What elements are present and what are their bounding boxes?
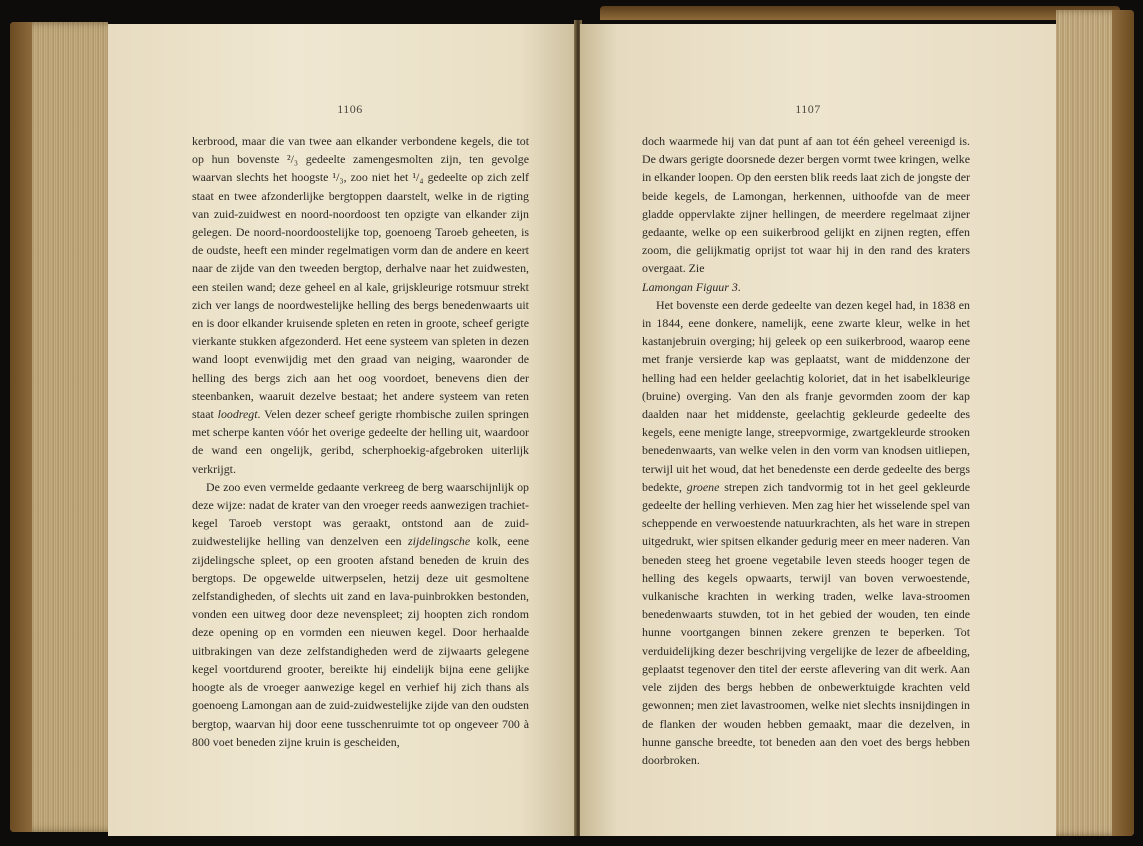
paragraph: [642, 296, 970, 769]
italic-term: groene: [686, 479, 720, 494]
right-page-text: [642, 132, 970, 769]
text-run: . Velen dezer scheef gerigte rhombische zuilen springen met scherpe kanten vóór het overige gedeelte der helling uit, waardoor de wand een ongelijk, geribd, scherphoekig-afgebroken uiterlijk verkrijgt.: [192, 407, 529, 476]
italic-term: loodregt: [217, 407, 258, 422]
italic-term: zijdelingsche: [408, 534, 471, 549]
left-page-text: [192, 132, 529, 751]
right-page-stack: [1056, 10, 1134, 836]
figure-reference: Lamongan Figuur 3: [642, 279, 738, 294]
text-run: strepen zich tandvormig tot in het geel gekleurde gedeelte der helling verhieven. Men zag hier het wisselende spel van scheppende en verwoestende natuurkrachten, als het ware in strepen uitgedrukt, wier spitsen elkander gedurig meer en meer naderen. Van beneden steeg het groene vegetabile leven steeds hooger tegen de helling des kegels opwaarts, terwijl van boven verwoestende, vulkanische krachten in werking traden, welke lava-stroomen benedenwaarts stuwden, tot in het gebied der wouden, ten einde hunne voortgangen binnen zekere grenzen te beperken. Tot verduidelijking dezer beschrijving vergelijke de lezer de afbeelding, geplaatst tegenover den titel der eerste aflevering van dit werk. Aan vele zijden des bergs hebben de onbewerktuigde krachten veld gewonnen; men ziet lavastroomen, welke niet slechts insnijdingen in de flanken der wouden hebben gemaakt, maar die dezelven, in hunne gansche breedte, tot beneden aan den voet des bergs hebben doorbroken.: [642, 479, 971, 767]
text-run: kerbrood, maar die van twee aan elkander verbondene kegels, die tot op hun bovenste ²/₃ gedeelte zamengesmolten zijn, ten gevolge waarvan slechts het hoogste ¹/₃, zoo niet het ¹/₄ gedeelte op zich zelf staat en twee afzonderlijke bergtoppen daarstelt, welke in de rigting van zuid-zuidwest en noord-noordoost ten opzigte van elkander zijn gelegen. De noord-noordoostelijke top, goenoeng Taroeb geheeten, is de oudste, heeft een minder regelmatigen vorm dan de andere en keert naar de zijde van den tweeden bergtop, derhalve naar het zuidwesten, een steilen wand; deze geheel en al kale, grijskleurige rotsmuur strekt zich ver langs de noordwestelijke helling des bergs benedenwaarts uit en is door elkander kruisende spleten en reten in groote, scheef gerigte vierkante stukken afgezonderd. Het eene systeem van spleten in dezen wand loopt evenwijdig met den graad van neiging, waaronder de helling des bergs zich aan het oog voordoet, benevens dien der steenbanken, waaruit dezelve bestaat; het andere systeem van reten staat: [192, 134, 529, 422]
page-number-left: 1106: [337, 102, 363, 116]
paragraph: [642, 132, 970, 296]
book-cover-top: [600, 6, 1120, 20]
paragraph: [192, 478, 529, 751]
left-page: [108, 24, 576, 836]
right-page: [580, 24, 1056, 836]
text-run: Het bovenste een derde gedeelte van dezen kegel had, in 1838 en in 1844, eene donkere, namelijk, eene zwarte kleur, welke in het kastanjebruin overging; hij geleek op een suikerbrood, waarop eene met franje versierde kap was geplaatst, want de middenzone der helling had een helder geelachtig koloriet, dat in het isabelkleurige (bruine) overging. Van den als franje gevormden zoom der kap daalden naar het middenste, geelachtig gekleurde gedeelte des kegels, eene menigte lange, streepvormige, zwartgekleurde strooken benedenwaarts, van welke velen in den vorm van knodsen uitliepen, terwijl uit het woud, dat het benedenste een derde gedeelte des bergs bedekte,: [642, 297, 970, 494]
paragraph: [192, 132, 529, 478]
left-page-stack: [10, 22, 108, 832]
text-run: De zoo even vermelde gedaante verkreeg de berg waarschijnlijk op deze wijze: nadat de krater van den vroeger reeds aanwezigen trachiet-kegel Taroeb verstopt was geraakt, ontstond aan de zuid-zuidwestelijke helling van denzelven een: [192, 479, 529, 549]
text-run: kolk, eene zijdelingsche spleet, op een grooten afstand beneden de kruin des bergtops. De opgewelde uitwerpselen, hetzij deze uit gesmoltene zelfstandigheden, of slechts uit zand en lava-puinbrokken bestonden, vonden een uitweg door deze nevenspleet; zij hoopten zich rondom deze opening op en vormden een nieuwen kegel. Door herhaalde uitbrakingen van deze zelfstandigheden werd de zijwaarts gelegene kegel voortdurend grooter, bereikte hij eindelijk bijna eene gelijke hoogte als de vroeger aanwezige kegel en verhief hij zich thans als goenoeng Lamongan aan de zuid-zuidwestelijke zijde van den oudsten bergtop, waarvan hij door eene tusschenruimte tot op ongeveer 700 à 800 voet beneden zijne kruin is gescheiden,: [192, 534, 529, 749]
page-number-right: 1107: [795, 102, 821, 116]
text-run: .: [737, 279, 741, 294]
text-run: doch waarmede hij van dat punt af aan tot één geheel vereenigd is. De dwars gerigte doorsnede dezer bergen vormt twee kringen, welke in elkander loopen. Op den eersten blik reeds laat zich de jongste der beide kegels, de Lamongan, herkennen, uithoofde van de meer gladde oppervlakte zijner hellingen, de meerdere regelmaat zijner gedaante, welke op een suikerbrood gelijkt en zijnen regten, effen zoom, die gelijkmatig oprijst tot waar hij in den rand des kraters overgaat. Zie: [642, 134, 970, 276]
